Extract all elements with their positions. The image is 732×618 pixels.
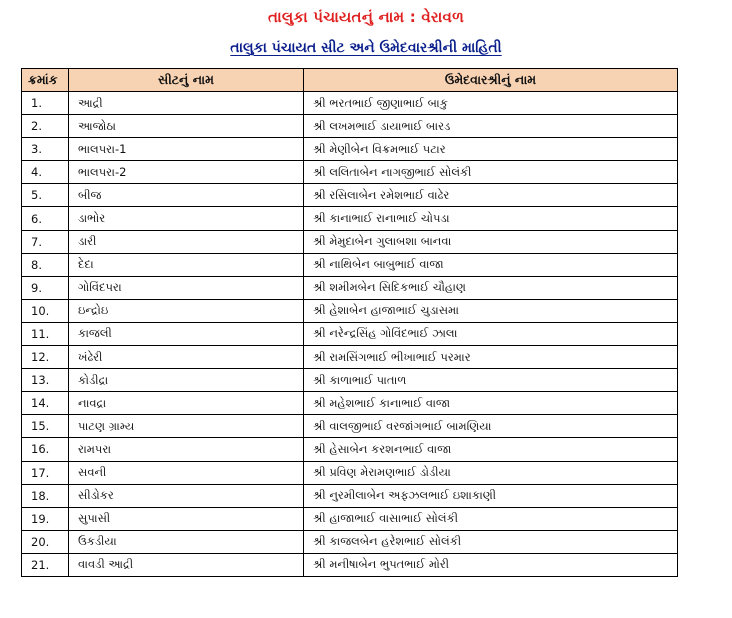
candidate-name-cell: શ્રી હેશાબેન હાજાભાઈ ચુડાસમા [304,299,678,322]
seat-name-cell: ડારી [69,230,304,253]
serial-number-cell: 21. [22,553,69,576]
seat-name-cell: ભાલપરા-2 [69,161,304,184]
serial-number-cell: 2. [22,115,69,138]
candidate-name-cell: શ્રી લખમભાઈ ડાયાભાઈ બારડ [304,115,678,138]
candidate-name-cell: શ્રી હેસાબેન કરશનભાઈ વાજા [304,438,678,461]
serial-number-cell: 5. [22,184,69,207]
page-title: તાલુકા પંચાયતનું નામ : વેરાવળ [268,8,464,26]
table-row [22,415,678,438]
candidate-name-cell: શ્રી ભરતભાઈ જીણાભાઈ બાકુ [304,92,678,115]
serial-number-cell: 7. [22,230,69,253]
seat-name-cell: નાવદ્રા [69,392,304,415]
table-row [22,253,678,276]
serial-number-cell: 13. [22,369,69,392]
table-row [22,461,678,484]
table-row [22,322,678,345]
seat-name-cell: ઉકડીયા [69,530,304,553]
serial-number-cell: 14. [22,392,69,415]
table-row [22,392,678,415]
candidate-name-cell: શ્રી મેમુદાબેન ગુલાબશા બાનવા [304,230,678,253]
table-row [22,230,678,253]
serial-number-cell: 20. [22,530,69,553]
seat-name-cell: કાજલી [69,322,304,345]
seat-name-cell: સીડોકર [69,484,304,507]
seat-name-cell: વાવડી આદ્રી [69,553,304,576]
seat-name-cell: ડાભોર [69,207,304,230]
header-candidate-name: ઉમેદવારશ્રીનું નામ [304,69,678,92]
seat-name-cell: ભાલપરા-1 [69,138,304,161]
seat-name-cell: પાટણ ગ્રામ્ય [69,415,304,438]
table-row [22,507,678,530]
candidate-name-cell: શ્રી નુરમીલાબેન અફઝલભાઈ ઇશાકાણી [304,484,678,507]
table-header-row [22,69,678,92]
header-seat-name: સીટનું નામ [69,69,304,92]
serial-number-cell: 17. [22,461,69,484]
candidate-name-cell: શ્રી કાજલબેન હરેશભાઈ સોલંકી [304,530,678,553]
seat-name-cell: રામપરા [69,438,304,461]
candidate-name-cell: શ્રી પ્રવિણ મેરામણભાઈ ડોડીયા [304,461,678,484]
candidate-name-cell: શ્રી લલિતાબેન નાગજીભાઈ સોલંકી [304,161,678,184]
candidate-name-cell: શ્રી હાજાભાઈ વાસાભાઈ સોલંકી [304,507,678,530]
candidate-name-cell: શ્રી મનીષાબેન ભુપતભાઈ મોરી [304,553,678,576]
table-row [22,369,678,392]
seat-name-cell: કોડીદ્રા [69,369,304,392]
serial-number-cell: 4. [22,161,69,184]
candidate-name-cell: શ્રી નાથિબેન બાબુભાઈ વાજા [304,253,678,276]
serial-number-cell: 9. [22,276,69,299]
candidate-name-cell: શ્રી કાનાભાઈ રાનાભાઈ ચોપડા [304,207,678,230]
serial-number-cell: 11. [22,322,69,345]
serial-number-cell: 8. [22,253,69,276]
seat-name-cell: દેદા [69,253,304,276]
candidate-name-cell: શ્રી વાલજીભાઈ વરજાંગભાઈ બામણિયા [304,415,678,438]
table-row [22,115,678,138]
table-row [22,530,678,553]
serial-number-cell: 16. [22,438,69,461]
table-row [22,484,678,507]
seat-candidate-table [21,68,678,577]
table-row [22,184,678,207]
table-row [22,276,678,299]
table-row [22,161,678,184]
serial-number-cell: 15. [22,415,69,438]
seat-name-cell: આજોઠા [69,115,304,138]
candidate-name-cell: શ્રી કાળાભાઈ પાતાળ [304,369,678,392]
seat-name-cell: ખંઢેરી [69,346,304,369]
serial-number-cell: 18. [22,484,69,507]
serial-number-cell: 10. [22,299,69,322]
candidate-name-cell: શ્રી મહેશભાઈ કાનાભાઈ વાજા [304,392,678,415]
seat-name-cell: સુપાસી [69,507,304,530]
candidate-name-cell: શ્રી મેણીબેન વિક્રમભાઈ પટાર [304,138,678,161]
table-row [22,138,678,161]
serial-number-cell: 19. [22,507,69,530]
table-row [22,207,678,230]
seat-name-cell: બીજ [69,184,304,207]
seat-name-cell: ગોવિંદપરા [69,276,304,299]
candidate-name-cell: શ્રી રસિલાબેન રમેશભાઈ વાઢેર [304,184,678,207]
header-serial-number: ક્રમાંક [22,69,69,92]
candidate-name-cell: શ્રી શમીમબેન સિદિકભાઈ ચૌહાણ [304,276,678,299]
page-subtitle [0,37,732,56]
candidate-name-cell: શ્રી રામસિંગભાઈ ભીખાભાઈ પરમાર [304,346,678,369]
table-row [22,346,678,369]
serial-number-cell: 3. [22,138,69,161]
table-row [22,92,678,115]
seat-name-cell: સવની [69,461,304,484]
candidate-name-cell: શ્રી નરેન્દ્રસિંહ ગોવિંદભાઈ ઝાલા [304,322,678,345]
serial-number-cell: 6. [22,207,69,230]
seat-name-cell: ઇન્દ્રોઇ [69,299,304,322]
seat-name-cell: આદ્રી [69,92,304,115]
serial-number-cell: 12. [22,346,69,369]
table-row [22,438,678,461]
table-row [22,553,678,576]
table-row [22,299,678,322]
subtitle-text: તાલુકા પંચાયત સીટ અને ઉમેદવારશ્રીની માહિતી [230,40,502,56]
serial-number-cell: 1. [22,92,69,115]
